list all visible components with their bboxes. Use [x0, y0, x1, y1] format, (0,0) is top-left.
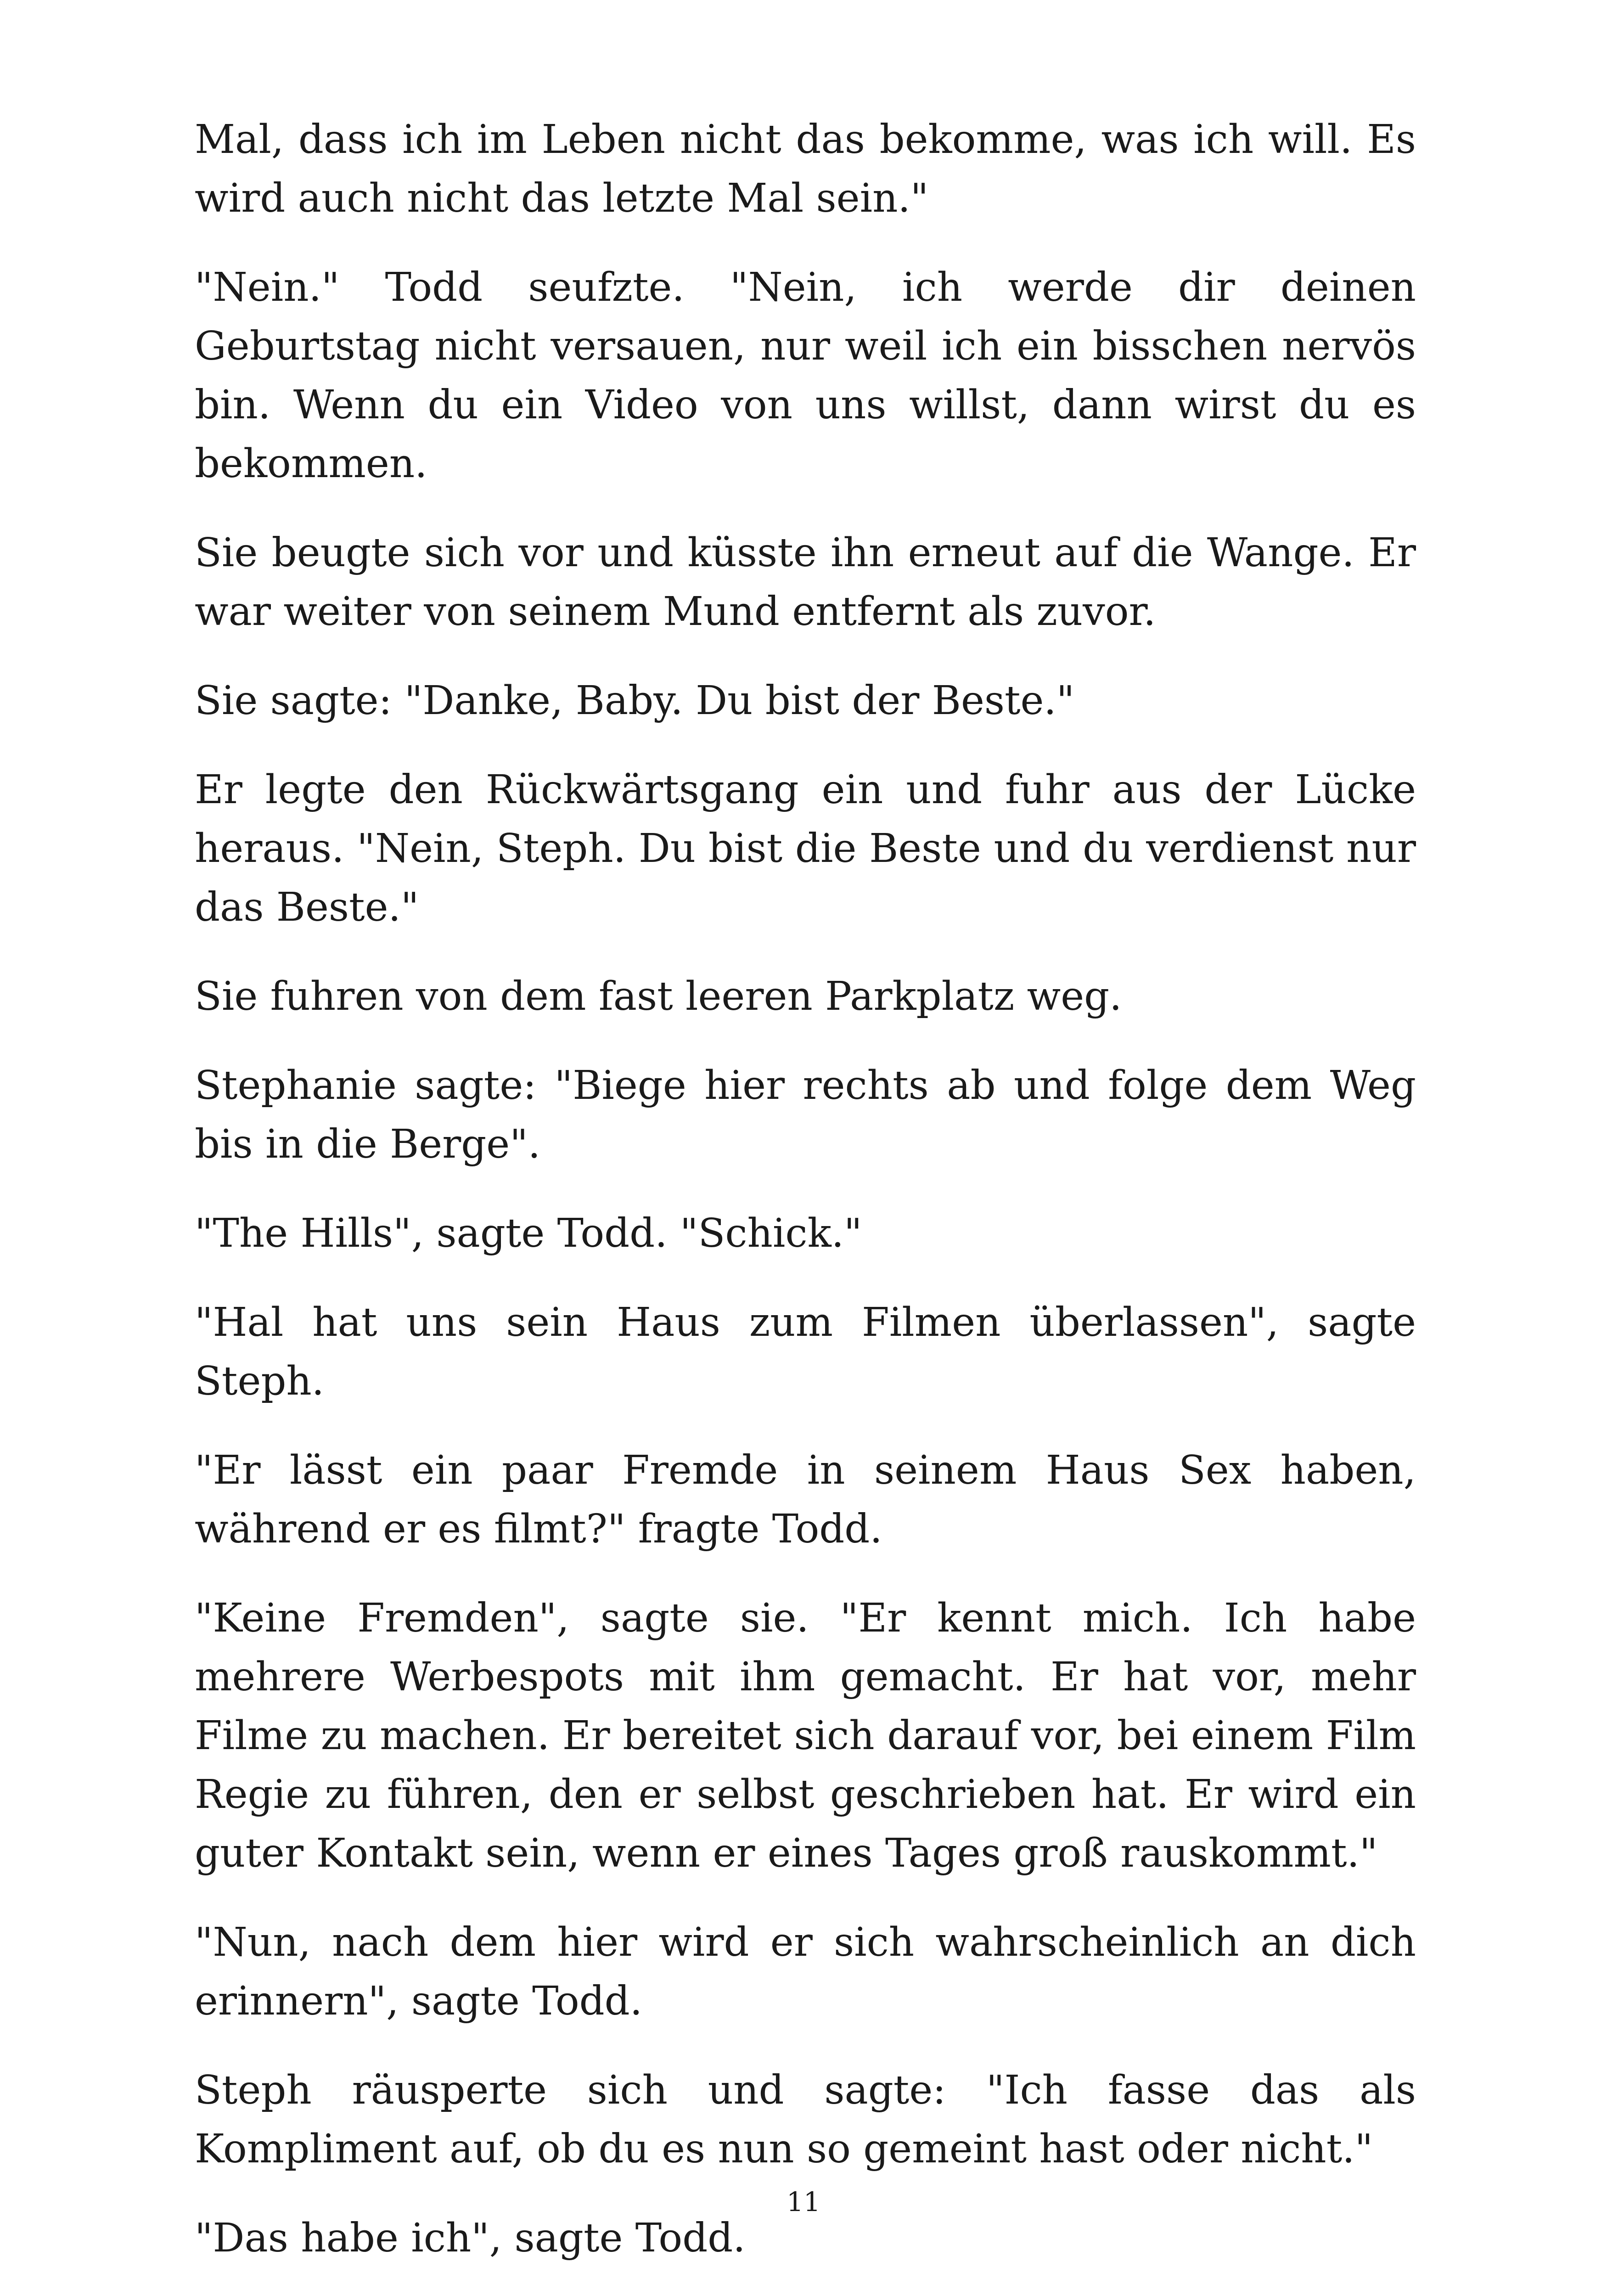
paragraph: Steph räusperte sich und sagte: "Ich fasse das als Kompliment auf, ob du es nun so gemeint hast oder nicht."	[195, 2067, 1416, 2172]
paragraph: Sie beugte sich vor und küsste ihn erneut auf die Wange. Er war weiter von seinem Mund entfernt als zuvor.	[195, 530, 1416, 635]
paragraph: "Er lässt ein paar Fremde in seinem Haus Sex haben, während er es filmt?" fragte Todd.	[195, 1447, 1416, 1552]
paragraph: Stephanie sagte: "Biege hier rechts ab und folge dem Weg bis in die Berge".	[195, 1063, 1416, 1167]
paragraph: Er legte den Rückwärtsgang ein und fuhr aus der Lücke heraus. "Nein, Steph. Du bist die Beste und du verdienst nur das Beste."	[195, 767, 1416, 930]
paragraph: "Hal hat uns sein Haus zum Filmen überlassen", sagte Steph.	[195, 1300, 1416, 1404]
page-number: 11	[787, 2186, 820, 2217]
paragraph: "Keine Fremden", sagte sie. "Er kennt mich. Ich habe mehrere Werbespots mit ihm gemacht. Er hat vor, mehr Filme zu machen. Er bereitet sich darauf vor, bei einem Film Regie zu führen, den er selbst geschrieben hat. Er wird ein guter Kontakt sein, wenn er eines Tages groß rauskommt."	[195, 1595, 1416, 1876]
paragraph: "The Hills", sagte Todd. "Schick."	[195, 1210, 862, 1256]
paragraph: Sie fuhren von dem fast leeren Parkplatz weg.	[195, 974, 1122, 1019]
paragraph: "Das habe ich", sagte Todd.	[195, 2215, 746, 2261]
body-text	[195, 110, 1416, 2296]
paragraph: "Nun, nach dem hier wird er sich wahrscheinlich an dich erinnern", sagte Todd.	[195, 1919, 1416, 2024]
paragraph: Mal, dass ich im Leben nicht das bekomme, was ich will. Es wird auch nicht das letzte Mal sein."	[195, 117, 1416, 221]
paragraph: Sie sagte: "Danke, Baby. Du bist der Beste."	[195, 678, 1075, 724]
paragraph: "Nein." Todd seufzte. "Nein, ich werde dir deinen Geburtstag nicht versauen, nur weil ich ein bisschen nervös bin. Wenn du ein Video von uns willst, dann wirst du es bekommen.	[195, 264, 1416, 487]
